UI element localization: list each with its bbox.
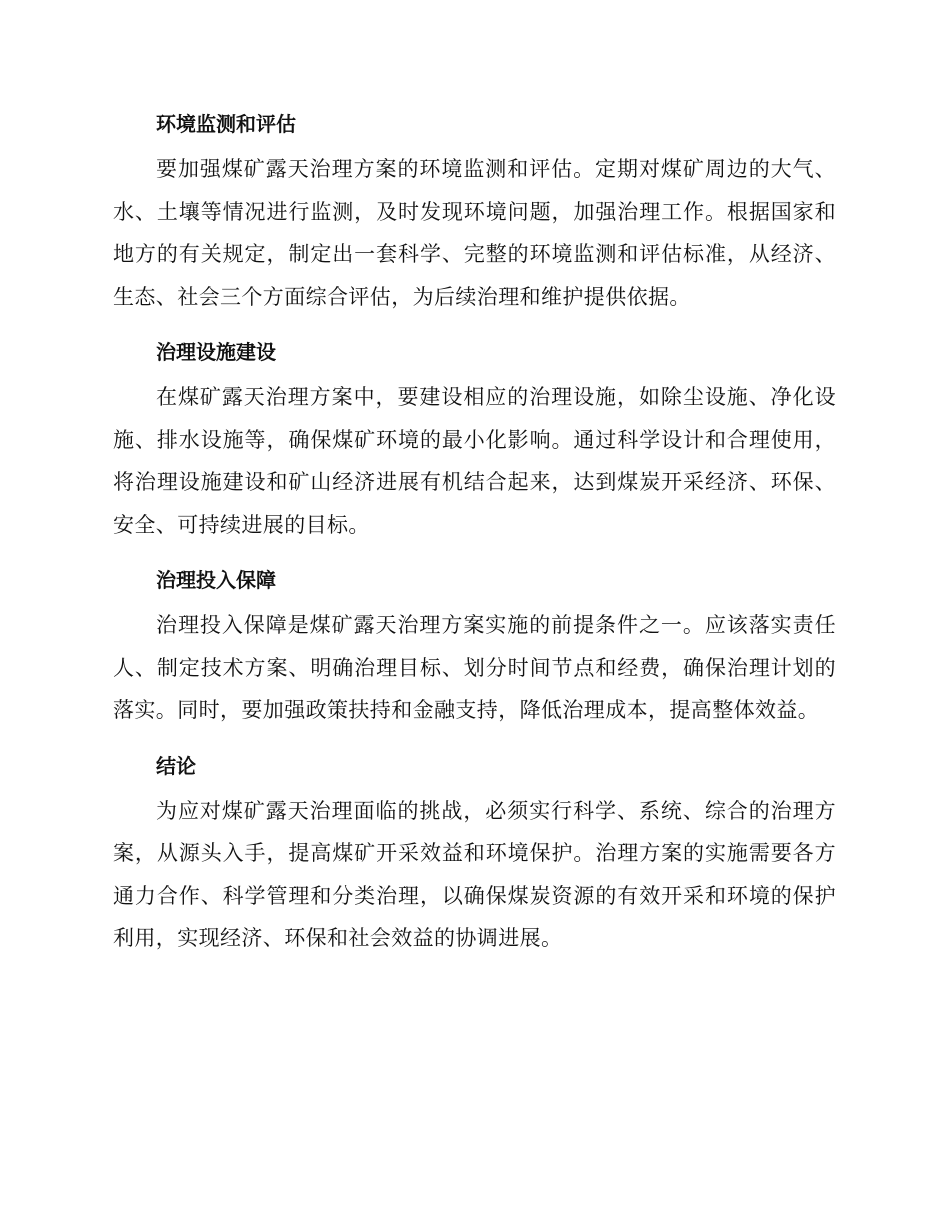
section-paragraph: 要加强煤矿露天治理方案的环境监测和评估。定期对煤矿周边的大气、水、土壤等情况进行监测，及时发现环境问题，加强治理工作。根据国家和地方的有关规定，制定出一套科学、完整的环境监测和评估标准，从经济、生态、社会三个方面综合评估，为后续治理和维护提供依据。: [113, 157, 836, 309]
section-heading: 治理投入保障: [156, 568, 276, 592]
section-paragraph: 在煤矿露天治理方案中，要建设相应的治理设施，如除尘设施、净化设施、排水设施等，确保煤矿环境的最小化影响。通过科学设计和合理使用，将治理设施建设和矿山经济进展有机结合起来，达到煤炭开采经济、环保、安全、可持续进展的目标。: [113, 385, 836, 537]
section-environment-monitoring: [113, 104, 836, 318]
section-heading: 结论: [156, 753, 196, 778]
section-conclusion: [113, 746, 836, 960]
section-facility-construction: [113, 332, 836, 546]
document-page: [113, 104, 836, 974]
section-paragraph: 为应对煤矿露天治理面临的挑战，必须实行科学、系统、综合的治理方案，从源头入手，提高煤矿开采效益和环境保护。治理方案的实施需要各方通力合作、科学管理和分类治理，以确保煤炭资源的有效开采和环境的保护利用，实现经济、环保和社会效益的协调进展。: [113, 798, 836, 950]
section-investment-guarantee: [113, 560, 836, 732]
section-heading: 治理设施建设: [156, 340, 276, 364]
section-heading: 环境监测和评估: [156, 112, 296, 136]
section-paragraph: 治理投入保障是煤矿露天治理方案实施的前提条件之一。应该落实责任人、制定技术方案、明确治理目标、划分时间节点和经费，确保治理计划的落实。同时，要加强政策扶持和金融支持，降低治理成本，提高整体效益。: [113, 613, 836, 722]
